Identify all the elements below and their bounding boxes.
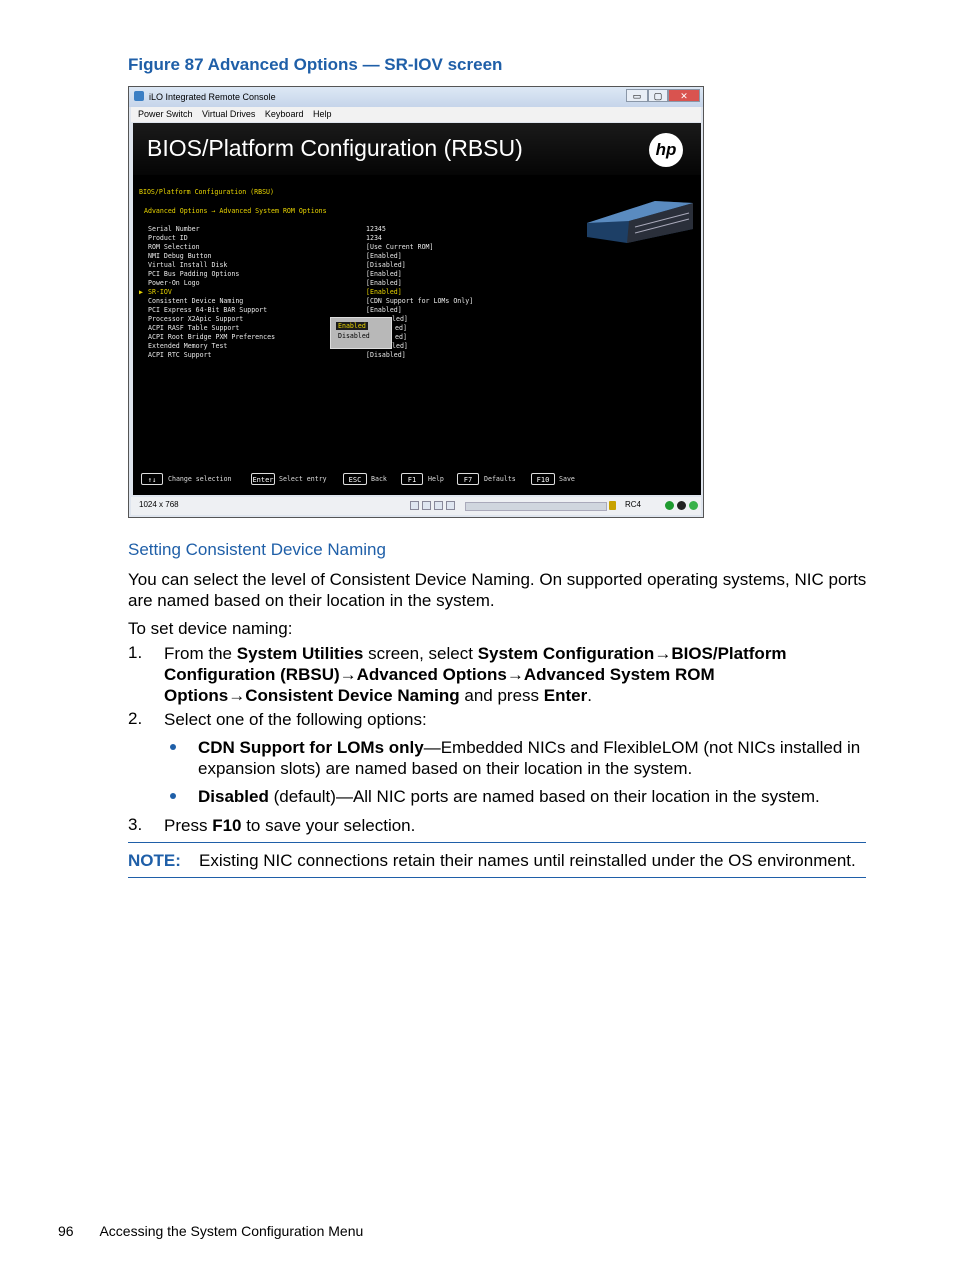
selected-row-marker-icon: ▶ [139, 288, 143, 296]
menu-keyboard[interactable]: Keyboard [264, 109, 304, 119]
status-green-icon [665, 501, 674, 510]
window-titlebar [129, 87, 703, 107]
console-menubar [131, 107, 701, 122]
status-ok-icon [689, 501, 698, 510]
option-value: [Enabled] [366, 252, 402, 260]
lock-icon [609, 501, 616, 510]
server-image-icon [585, 193, 695, 245]
option-value: ed] [395, 324, 407, 332]
option-name: Disabled [198, 787, 269, 806]
page-footer [58, 1223, 363, 1239]
ui-term: System Configuration [477, 644, 655, 663]
arrow-icon: → [654, 644, 672, 663]
bios-key-legend [141, 473, 691, 487]
bullet-disabled [198, 786, 868, 807]
enter-key-icon: Enter [251, 473, 275, 485]
sriov-value-popup [330, 317, 392, 349]
footer-title: Accessing the System Configuration Menu [99, 1223, 364, 1239]
option-label[interactable]: ACPI Root Bridge PXM Preferences [148, 333, 276, 341]
bios-title: BIOS/Platform Configuration (RBSU) [147, 135, 523, 161]
step-text: and press [459, 686, 544, 705]
option-label[interactable]: NMI Debug Button [148, 252, 212, 260]
option-label[interactable]: PCI Express 64-Bit BAR Support [148, 306, 268, 314]
option-value: 1234 [366, 234, 382, 242]
option-label[interactable]: ROM Selection [148, 243, 200, 251]
key-legend-label: Save [559, 475, 575, 483]
playback-rewind-icon[interactable] [410, 501, 419, 510]
hp-logo: hp [649, 133, 683, 167]
minimize-button[interactable]: ▭ [626, 89, 648, 102]
close-button[interactable]: ✕ [668, 89, 700, 102]
option-value: [Use Current ROM] [366, 243, 434, 251]
option-value: [Enabled] [366, 306, 402, 314]
key-legend-label: Select entry [279, 475, 327, 483]
arrow-icon: → [339, 665, 357, 684]
option-label[interactable]: Extended Memory Test [148, 342, 228, 350]
option-value: [CDN Support for LOMs Only] [366, 297, 474, 305]
bios-header [133, 123, 701, 175]
ui-term: Advanced Options [356, 665, 507, 684]
f10-key-icon: F10 [531, 473, 555, 485]
ui-term: System Utilities [236, 644, 364, 663]
option-label[interactable]: Serial Number [148, 225, 200, 233]
step-1-text [164, 643, 864, 706]
option-label[interactable]: PCI Bus Padding Options [148, 270, 240, 278]
bios-breadcrumb-path: Advanced Options → Advanced System ROM Options [144, 207, 327, 215]
note-box [128, 842, 866, 878]
arrow-icon: → [228, 686, 246, 705]
option-value: [Enabled] [366, 270, 402, 278]
popup-option-disabled[interactable]: Disabled [338, 332, 370, 340]
menu-virtual-drives[interactable]: Virtual Drives [202, 109, 256, 119]
step-text: . [587, 686, 592, 705]
option-description: —Embedded NICs and FlexibleLOM (not NICs installed in expansion slots) are named based on their location in the system. [198, 738, 861, 778]
option-label[interactable]: Virtual Install Disk [148, 261, 228, 269]
option-label[interactable]: ACPI RTC Support [148, 351, 212, 359]
step-text: screen, select [363, 644, 478, 663]
step-3-text [164, 815, 864, 836]
key-legend-label: Back [371, 475, 387, 483]
ilo-app-icon [134, 91, 144, 101]
record-icon[interactable] [446, 501, 455, 510]
option-value: led] [392, 342, 408, 350]
playback-play-icon[interactable] [434, 501, 443, 510]
to-set-paragraph: To set device naming: [128, 619, 293, 638]
status-black-icon [677, 501, 686, 510]
option-value: ed] [395, 333, 407, 341]
option-label[interactable]: Power-On Logo [148, 279, 200, 287]
step-number: 3. [128, 815, 143, 834]
playback-pause-icon[interactable] [422, 501, 431, 510]
option-value: [Enabled] [366, 279, 402, 287]
ui-term: Consistent Device Naming [245, 686, 460, 705]
bullet-icon [170, 744, 176, 750]
arrow-icon: → [506, 665, 524, 684]
playback-progress-bar[interactable] [465, 502, 607, 511]
remote-console-screenshot [128, 86, 704, 518]
option-label[interactable]: ACPI RASF Table Support [148, 324, 240, 332]
menu-help[interactable]: Help [312, 109, 332, 119]
bullet-icon [170, 793, 176, 799]
figure-caption: Figure 87 Advanced Options — SR-IOV screen [128, 55, 503, 74]
step-text: to save your selection. [241, 816, 416, 835]
note-label: NOTE: [128, 851, 181, 870]
ui-term: Enter [543, 686, 588, 705]
ui-term: F10 [212, 816, 242, 835]
option-value: [Disabled] [366, 261, 406, 269]
step-number: 2. [128, 709, 143, 728]
arrow-keys-icon: ↑↓ [141, 473, 163, 485]
f7-key-icon: F7 [457, 473, 479, 485]
step-2-text: Select one of the following options: [164, 710, 427, 729]
console-statusbar [131, 497, 701, 515]
option-label[interactable]: Product ID [148, 234, 188, 242]
key-legend-label: Change selection [168, 475, 232, 483]
esc-key-icon: ESC [343, 473, 367, 485]
key-legend-label: Help [428, 475, 444, 483]
option-value-selected: [Enabled] [366, 288, 402, 296]
option-value: 12345 [366, 225, 386, 233]
option-value: led] [392, 315, 408, 323]
option-value: [Disabled] [366, 351, 406, 359]
bios-breadcrumb-root: BIOS/Platform Configuration (RBSU) [139, 188, 274, 196]
ui-term: BIOS/Platform Configuration (RBSU) [164, 644, 787, 684]
menu-power-switch[interactable]: Power Switch [138, 109, 193, 119]
option-name: CDN Support for LOMs only [198, 738, 424, 757]
window-title: iLO Integrated Remote Console [149, 92, 276, 102]
restore-button[interactable]: ▢ [648, 89, 668, 102]
screen-resolution: 1024 x 768 [139, 500, 179, 509]
bullet-cdn-support [198, 737, 868, 779]
step-text: From the [164, 644, 237, 663]
section-heading: Setting Consistent Device Naming [128, 540, 386, 559]
step-text: Press [164, 816, 213, 835]
option-description: (default)—All NIC ports are named based on their location in the system. [268, 787, 820, 806]
intro-paragraph: You can select the level of Consistent Device Naming. On supported operating systems, NIC ports are named based on their location in the system. [128, 570, 867, 610]
page-number: 96 [58, 1223, 74, 1239]
step-number: 1. [128, 643, 143, 662]
console-screen [133, 123, 701, 495]
option-label[interactable]: Processor X2Apic Support [148, 315, 244, 323]
ui-term: Advanced System ROM Options [164, 665, 715, 705]
key-legend-label: Defaults [484, 475, 516, 483]
f1-key-icon: F1 [401, 473, 423, 485]
option-label[interactable]: Consistent Device Naming [148, 297, 244, 305]
popup-option-enabled[interactable]: Enabled [338, 322, 366, 330]
note-text: Existing NIC connections retain their names until reinstalled under the OS environment. [199, 851, 856, 870]
encryption-label: RC4 [625, 500, 642, 509]
option-label-selected[interactable]: SR-IOV [148, 288, 172, 296]
